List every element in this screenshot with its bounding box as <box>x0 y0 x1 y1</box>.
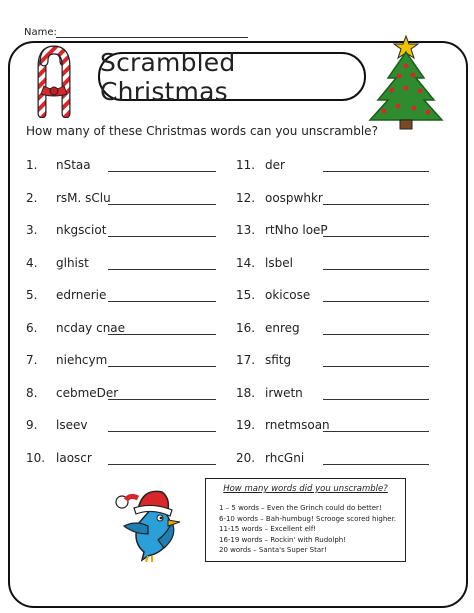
scrambled-word: sfitg <box>265 353 292 367</box>
question-number: 14. <box>236 256 256 270</box>
scrambled-word: rtNho loeP <box>265 223 328 237</box>
scrambled-word: glhist <box>56 256 89 270</box>
bird-santa-hat-icon <box>108 480 190 562</box>
answer-line[interactable] <box>108 399 216 400</box>
answer-line[interactable] <box>323 171 429 172</box>
answer-line[interactable] <box>108 171 216 172</box>
answer-line[interactable] <box>108 301 216 302</box>
answer-line[interactable] <box>323 301 429 302</box>
answer-line[interactable] <box>108 366 216 367</box>
answer-line[interactable] <box>323 236 429 237</box>
question-number: 4. <box>26 256 38 270</box>
scrambled-word: der <box>265 158 285 172</box>
scrambled-word: rnetmsoan <box>265 418 330 432</box>
scrambled-word: nStaa <box>56 158 91 172</box>
answer-line[interactable] <box>323 464 429 465</box>
scrambled-word: irwetn <box>265 386 303 400</box>
scrambled-word: lsbel <box>265 256 293 270</box>
question-number: 1. <box>26 158 38 172</box>
answer-line[interactable] <box>108 269 216 270</box>
question-number: 18. <box>236 386 256 400</box>
question-number: 11. <box>236 158 256 172</box>
scrambled-word: rhcGni <box>265 451 305 465</box>
name-field-line[interactable] <box>56 37 248 38</box>
answer-line[interactable] <box>323 204 429 205</box>
answer-line[interactable] <box>323 431 429 432</box>
question-number: 16. <box>236 321 256 335</box>
question-number: 3. <box>26 223 38 237</box>
question-number: 2. <box>26 191 38 205</box>
question-number: 17. <box>236 353 256 367</box>
scrambled-word: lseev <box>56 418 88 432</box>
scrambled-word: edrnerie <box>56 288 107 302</box>
score-box <box>205 478 406 562</box>
question-number: 20. <box>236 451 256 465</box>
scrambled-word: oospwhkr <box>265 191 323 205</box>
candy-canes-icon <box>24 42 84 118</box>
scrambled-word: laoscr <box>56 451 92 465</box>
instructions-text: How many of these Christmas words can you unscramble? <box>26 124 378 138</box>
answer-line[interactable] <box>323 334 429 335</box>
answer-line[interactable] <box>323 269 429 270</box>
answer-line[interactable] <box>108 431 216 432</box>
question-number: 10. <box>26 451 46 465</box>
answer-line[interactable] <box>108 334 216 335</box>
scrambled-word: niehcym <box>56 353 108 367</box>
score-line: 20 words – Santa's Super Star! <box>219 546 327 555</box>
score-box-title: How many words did you unscramble? <box>223 484 388 494</box>
question-number: 12. <box>236 191 256 205</box>
question-number: 6. <box>26 321 38 335</box>
scrambled-word: okicose <box>265 288 311 302</box>
answer-line[interactable] <box>108 236 216 237</box>
score-line: 6-10 words – Bah-humbug! Scrooge scored higher. <box>219 514 397 523</box>
question-number: 7. <box>26 353 38 367</box>
answer-line[interactable] <box>108 204 216 205</box>
page-title: Scrambled Christmas <box>98 52 366 101</box>
scrambled-word: enreg <box>265 321 300 335</box>
answer-line[interactable] <box>323 366 429 367</box>
scrambled-word: rsM. sClu <box>56 191 111 205</box>
scrambled-word: nkgsciot <box>56 223 107 237</box>
scrambled-word: ncday cnae <box>56 321 126 335</box>
score-list <box>219 503 396 556</box>
question-number: 9. <box>26 418 38 432</box>
answer-line[interactable] <box>323 399 429 400</box>
name-label: Name: <box>24 27 57 38</box>
answer-line[interactable] <box>108 464 216 465</box>
question-number: 15. <box>236 288 256 302</box>
christmas-tree-icon <box>366 34 446 130</box>
question-number: 8. <box>26 386 38 400</box>
scrambled-word: cebmeDer <box>56 386 119 400</box>
question-number: 5. <box>26 288 38 302</box>
question-number: 19. <box>236 418 256 432</box>
score-line: 16-19 words – Rockin' with Rudolph! <box>219 535 347 544</box>
question-number: 13. <box>236 223 256 237</box>
score-line: 11-15 words – Excellent elf! <box>219 525 317 534</box>
score-line: 1 – 5 words – Even the Grinch could do better! <box>219 504 382 512</box>
